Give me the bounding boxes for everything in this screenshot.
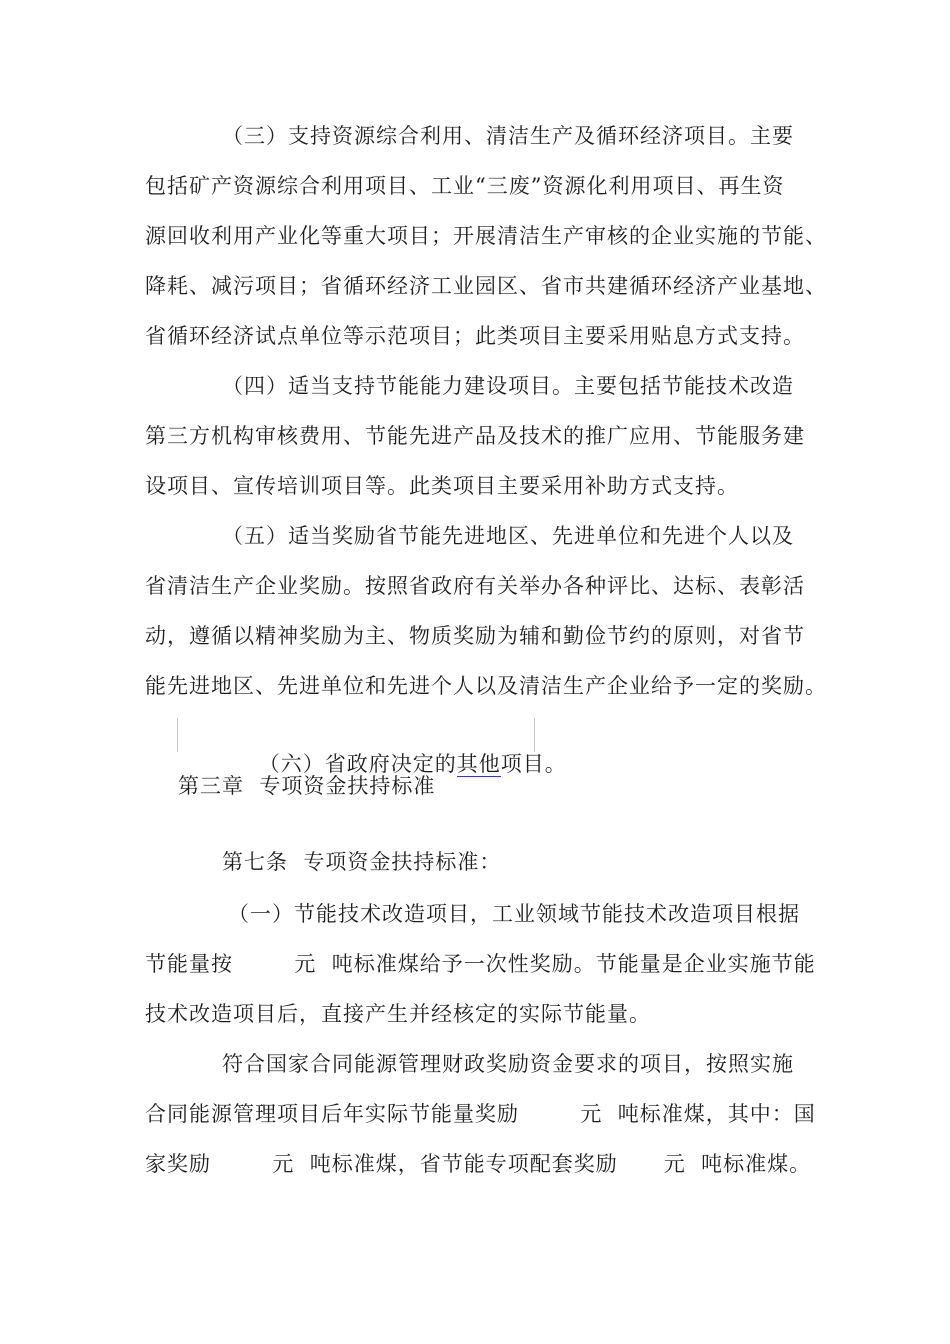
paragraph-line: 降耗、减污项目；省循环经济工业园区、省市共建循环经济产业基地、	[145, 274, 827, 298]
paragraph-line: 家奖励 元 吨标准煤，省节能专项配套奖励 元 吨标准煤。	[145, 1152, 812, 1176]
paragraph-line: （三）支持资源综合利用、清洁生产及循环经济项目。主要	[222, 124, 794, 148]
paragraph-line: 设项目、宣传培训项目等。此类项目主要采用补助方式支持。	[145, 474, 739, 498]
text-frame-right-border	[534, 718, 535, 752]
paragraph-line: 节能量按 元 吨标准煤给予一次性奖励。节能量是企业实施节能	[145, 952, 816, 976]
paragraph-line: 符合国家合同能源管理财政奖励资金要求的项目，按照实施	[222, 1052, 794, 1076]
paragraph-line: 源回收利用产业化等重大项目；开展清洁生产审核的企业实施的节能、	[145, 224, 827, 248]
item-six-prefix: （六）省政府决定的	[258, 752, 457, 776]
underlined-word: 其他	[456, 752, 501, 776]
paragraph-line: （四）适当支持节能能力建设项目。主要包括节能技术改造	[222, 374, 794, 398]
paragraph-line: （五）适当奖励省节能先进地区、先进单位和先进个人以及	[222, 524, 794, 548]
paragraph-line: 第三方机构审核费用、节能先进产品及技术的推广应用、节能服务建	[145, 424, 805, 448]
paragraph-line: 省循环经济试点单位等示范项目；此类项目主要采用贴息方式支持。	[145, 324, 805, 348]
paragraph-line: 技术改造项目后，直接产生并经核定的实际节能量。	[145, 1002, 651, 1026]
text-frame-left-border	[177, 718, 178, 752]
chapter-heading: 第三章 专项资金扶持标准	[178, 774, 436, 798]
paragraph-line: 动，遵循以精神奖励为主、物质奖励为辅和勤俭节约的原则，对省节	[145, 624, 805, 648]
article-heading: 第七条 专项资金扶持标准：	[222, 850, 502, 874]
paragraph-line: 省清洁生产企业奖励。按照省政府有关举办各种评比、达标、表彰活	[145, 574, 805, 598]
paragraph-line: 合同能源管理项目后年实际节能量奖励 元 吨标准煤，其中：国	[145, 1102, 816, 1126]
item-six-suffix: 项目。	[500, 752, 567, 776]
paragraph-line: 包括矿产资源综合利用项目、工业“三废”资源化利用项目、再生资	[145, 174, 785, 198]
paragraph-line: （一）节能技术改造项目，工业领域节能技术改造项目根据	[228, 902, 800, 926]
paragraph-line: 能先进地区、先进单位和先进个人以及清洁生产企业给予一定的奖励。	[145, 674, 827, 698]
